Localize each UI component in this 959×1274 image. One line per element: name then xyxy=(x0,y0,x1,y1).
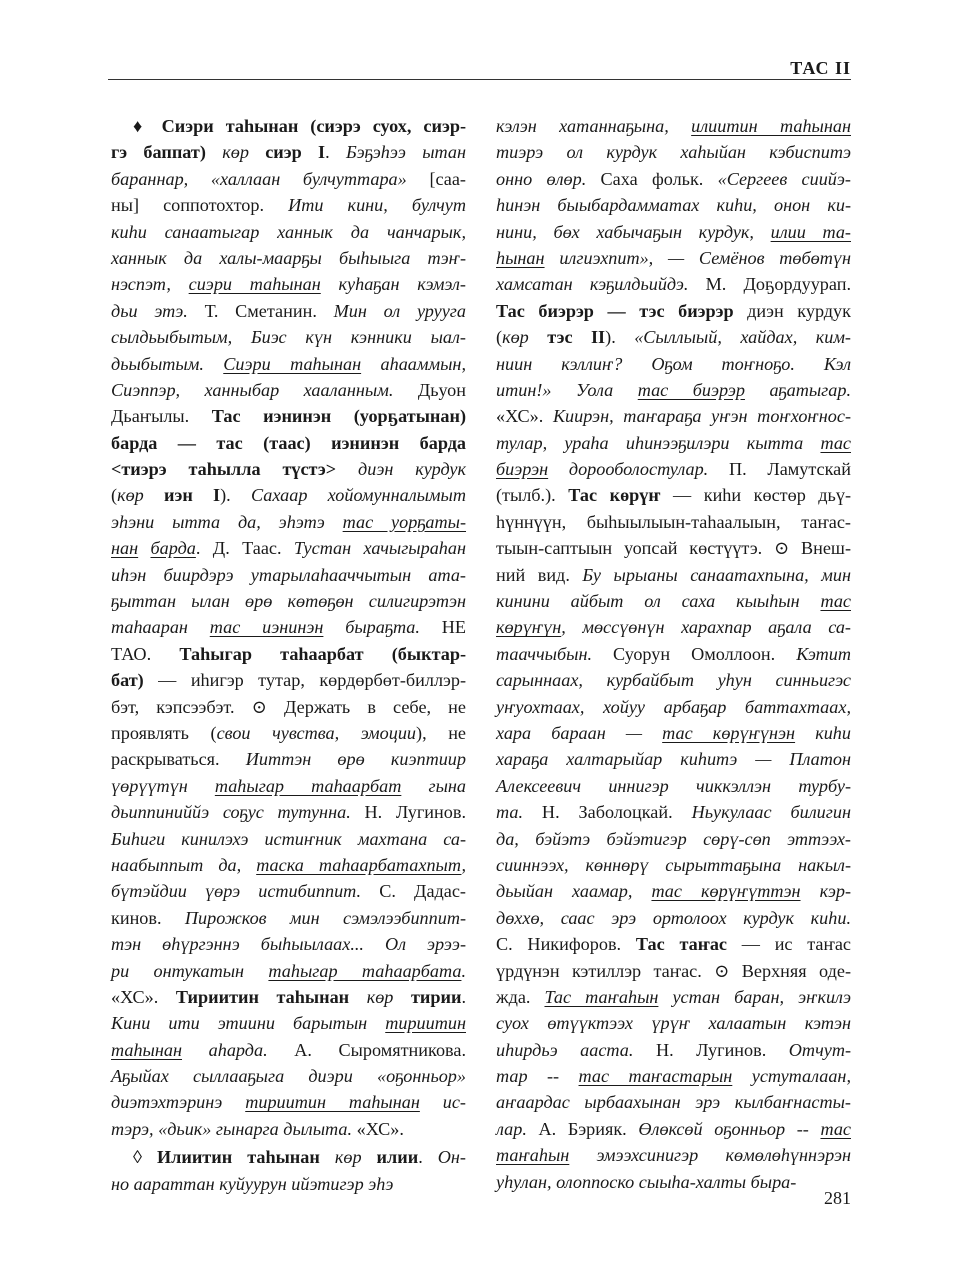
text-run: иһэн биирдэрэ утарылаһааччытын ата- xyxy=(111,564,466,585)
example-term: барда xyxy=(150,538,196,559)
text-line xyxy=(496,746,851,772)
text-run: устуталаан, xyxy=(732,1066,852,1087)
text-run: эмээхсинигэр көмөлөһүннэрэн xyxy=(569,1145,851,1166)
text-run: ниин кэллиҥ? Оҕом тоҥноҕо. Кэл xyxy=(496,353,851,374)
text-run: дьи этэ. xyxy=(111,300,188,321)
text-run: Сахаар хойомунналымыт xyxy=(250,485,466,506)
text-run: ), не xyxy=(416,722,466,743)
text-run: проявлять ( xyxy=(111,722,217,743)
text-line xyxy=(111,614,466,640)
example-term: тас көрүҥүнэн xyxy=(662,722,796,743)
text-line xyxy=(111,958,466,984)
example-term: нан xyxy=(111,538,139,559)
text-run: ( xyxy=(111,485,118,506)
text-line xyxy=(496,1037,851,1063)
example-term: таһынан xyxy=(111,1039,183,1060)
text-run: тыын-саптыын уопсай көстүүтэ. ⊙ Внеш- xyxy=(496,538,851,559)
text-line xyxy=(111,192,466,218)
text-run: Отчут- xyxy=(788,1039,852,1060)
text-run: . xyxy=(461,986,466,1007)
text-line xyxy=(496,931,851,957)
text-run: Он- xyxy=(437,1147,466,1168)
text-run: ны] соппотохтор. xyxy=(111,195,289,216)
headword: Таһыгар таһаарбат (быктар- xyxy=(179,643,466,664)
text-run: дьыбытым. xyxy=(111,353,224,374)
text-run: нэспэт, xyxy=(111,274,189,295)
headword: сиэр I xyxy=(265,142,326,163)
text-run: — иһигэр тутар, көрдөрбөт-биллэр- xyxy=(143,670,466,691)
text-run: ). xyxy=(220,485,251,506)
text-run: көр xyxy=(502,327,529,348)
running-head: ТАС II xyxy=(790,58,851,78)
text-run: суох өтүүктээх үрүҥ халаатын кэтэн xyxy=(496,1013,851,1034)
text-line xyxy=(111,694,466,720)
example-term: илиитин таһынан xyxy=(691,116,851,136)
text-run: ис- xyxy=(419,1092,466,1113)
text-run: киһи xyxy=(795,722,851,743)
text-run: кинов. xyxy=(111,907,185,928)
text-line xyxy=(111,905,466,931)
text-run: Аҕыйах сыллааҕыга диэри «оҕонньор» xyxy=(111,1066,466,1087)
text-run: итин!» Уола xyxy=(496,379,638,400)
headword: Тас көрүҥ xyxy=(568,485,661,506)
headword: бат) xyxy=(111,670,144,691)
header-rule xyxy=(108,79,851,80)
text-run: көр xyxy=(205,142,266,163)
text-run: Ити кини, булчут xyxy=(288,195,466,216)
text-line xyxy=(111,324,466,350)
headword: <тиэрэ таһылла түстэ> xyxy=(111,459,337,480)
text-line xyxy=(111,1063,466,1089)
text-run: тулар, ураһа иһинээҕилэри кытта xyxy=(496,432,821,453)
text-run: дьыйан хаамар, xyxy=(496,881,652,902)
text-line xyxy=(111,1116,466,1142)
text-run: бүтэйдии үөрэ истибиппит. xyxy=(111,881,362,902)
text-run: наабыппыт да, xyxy=(111,854,257,875)
example-term: тас биэрэр xyxy=(637,379,745,400)
text-run: тар -- xyxy=(496,1066,579,1087)
text-run: хара бараан — xyxy=(496,722,663,743)
text-run: дьиппиниййэ соҕус тутунна. xyxy=(111,802,351,823)
headword: иэн I xyxy=(143,485,221,506)
text-line xyxy=(496,456,851,482)
example-term: тас уорҕаты- xyxy=(342,511,467,532)
text-line xyxy=(111,984,466,1010)
text-line xyxy=(496,1116,851,1142)
text-run: «Сыллыый, хайдах, ким- xyxy=(634,327,851,348)
text-run: «Сергеев сиийэ- xyxy=(717,168,851,189)
text-run xyxy=(138,538,150,558)
text-line xyxy=(496,1169,851,1195)
text-line xyxy=(496,562,851,588)
text-run: Дьуон xyxy=(393,379,467,400)
text-run: һүннүүн, быһыылыын-таһаалыын, таҥас- xyxy=(496,511,851,532)
text-run: Кини ити этиини барытын xyxy=(111,1013,386,1034)
text-run: Мин ол уруугa xyxy=(333,300,466,321)
text-run: хараҕа халтарыйар киһитэ — Платон xyxy=(496,749,851,770)
example-term: таһыгар таһаарбат xyxy=(214,775,402,796)
text-run: Сиэппэр, ханныбар хааланным. xyxy=(111,379,394,400)
text-run: киһи санаатыгар ханнык да чанчарык, xyxy=(111,221,466,242)
text-run: Бэҕэһээ ытан xyxy=(345,142,467,163)
text-line xyxy=(111,799,466,825)
text-line xyxy=(496,641,851,667)
text-line xyxy=(496,351,851,377)
text-run: , мөссүөнүн харахпар аҕала са- xyxy=(561,617,851,638)
text-run: «ХС». xyxy=(352,1118,404,1139)
text-run: ханнык да халы-маарҕы быһыыга тэҥ- xyxy=(111,247,466,268)
example-term: таска таһаарбатахпыт xyxy=(256,854,462,875)
text-run: диэтэхтэринэ xyxy=(111,1092,246,1113)
text-line xyxy=(496,826,851,852)
text-run: Кэтит xyxy=(796,643,851,664)
example-term: илии та- xyxy=(770,221,851,242)
text-line xyxy=(111,1144,466,1170)
text-run: аҕатыгар. xyxy=(744,379,851,400)
headword: гэ баппат) xyxy=(111,142,206,163)
text-run: уһулан, олоппоско сыыһа-халты быра- xyxy=(496,1171,797,1192)
text-run: . xyxy=(418,1147,438,1168)
text-run: но аараттан куйуурун ийэтигэр эһэ xyxy=(111,1173,394,1194)
text-run: хамсатан кэҕилдьийдэ. xyxy=(496,274,689,295)
text-run: гына xyxy=(401,775,466,796)
text-run: Ииттэн өрө киэптиир xyxy=(245,749,466,770)
text-run: ТАО. xyxy=(111,643,180,664)
text-line xyxy=(496,984,851,1010)
text-line xyxy=(111,139,466,165)
text-line xyxy=(496,377,851,403)
text-line xyxy=(496,905,851,931)
text-line xyxy=(111,245,466,271)
text-run: ). xyxy=(605,327,635,348)
text-line xyxy=(496,667,851,693)
text-run: П. Ламутскай xyxy=(708,459,851,480)
text-run: устан баран, эҥкилэ xyxy=(658,986,851,1007)
text-line xyxy=(496,298,851,324)
text-run: тэн өһүргэннэ быһыылаах... Ол эрээ- xyxy=(111,934,466,955)
example-term: Тас таҥаһын xyxy=(544,986,659,1007)
text-run: дорооболостулар. xyxy=(548,459,709,480)
text-run: үөрүүтүн xyxy=(111,775,215,796)
text-line xyxy=(496,192,851,218)
dictionary-paragraph xyxy=(111,113,466,1142)
headword: Тас биэрэр — тэс биэрэр xyxy=(496,300,734,321)
text-run: бэт, кэпсээбэт. ⊙ Держать в себе, не xyxy=(111,696,466,717)
text-run: . xyxy=(325,142,346,163)
example-term: тас xyxy=(820,1118,851,1139)
text-line xyxy=(111,456,466,482)
headword: илии xyxy=(376,1147,419,1168)
headword: тирии xyxy=(410,986,462,1007)
text-line xyxy=(496,509,851,535)
text-run: уҥуохтаах, хойуу арбаҕар баттахтаах, xyxy=(496,696,851,717)
text-line xyxy=(111,931,466,957)
text-line xyxy=(496,482,851,508)
text-run: таһааран xyxy=(111,617,210,638)
text-line xyxy=(111,720,466,746)
text-run: кэлэн хатаннаҕына, xyxy=(496,116,692,136)
text-line xyxy=(496,773,851,799)
headword: тэс II xyxy=(528,327,606,348)
text-run: «ХС». xyxy=(111,986,176,1007)
text-line xyxy=(111,271,466,297)
text-run: сарыннаах, курбайбыт уһун синньигэс xyxy=(496,670,851,691)
text-run: диэн курдук xyxy=(336,459,466,480)
text-line xyxy=(496,614,851,640)
right-column xyxy=(496,113,851,1195)
text-line xyxy=(496,271,851,297)
text-line xyxy=(496,139,851,165)
text-line xyxy=(496,430,851,456)
text-line xyxy=(496,852,851,878)
text-run: иһирдьэ ааста. xyxy=(496,1039,634,1060)
text-run: ри онтукатын xyxy=(111,960,269,981)
text-line xyxy=(111,746,466,772)
text-run: ♦ xyxy=(133,116,162,136)
text-line xyxy=(496,535,851,561)
text-run: ҕыттан ылан өрө көтөҕөн силигирэтэн xyxy=(111,591,466,612)
text-run: Н. Лугинов. xyxy=(350,802,466,823)
example-term: һынан xyxy=(496,247,545,268)
example-term: тас иэнинэн xyxy=(209,617,324,638)
text-run: аһарда. xyxy=(182,1039,268,1060)
text-line xyxy=(111,219,466,245)
text-line xyxy=(496,403,851,429)
text-run: — киһи көстөр дьү- xyxy=(660,485,851,506)
text-run: һинэн быыбардамматах киһи, онон ки- xyxy=(496,195,851,216)
text-run: эһэни ытта да, эһэтэ xyxy=(111,511,343,532)
example-term: тас xyxy=(820,591,851,612)
example-term: сиэри таһынан xyxy=(188,274,321,295)
text-run: Н. Заболоцкай. xyxy=(523,802,692,823)
text-run: Бу ырыаны санаатахпына, мин xyxy=(582,564,851,585)
text-line xyxy=(496,1010,851,1036)
text-run: нини, бөх хабычаҕын курдук, xyxy=(496,221,771,242)
text-run: быраҕта. xyxy=(323,617,420,638)
text-line xyxy=(496,1063,851,1089)
text-line xyxy=(111,1089,466,1115)
text-run: дөххө, саас эрэ ортолоох курдук киһи. xyxy=(496,907,851,928)
text-line xyxy=(111,298,466,324)
example-term: тириитин таһынан xyxy=(245,1092,420,1113)
text-run: көр xyxy=(319,1147,377,1168)
text-line xyxy=(496,588,851,614)
text-run: көр xyxy=(117,485,144,506)
text-run: М. Доҕордуурап. xyxy=(688,274,851,295)
text-line xyxy=(496,113,851,139)
text-run: Ньукулаас билигин xyxy=(691,802,851,823)
text-run: [саа- xyxy=(406,168,466,189)
text-run: Алексеевич иннигэр чиккэллэн турбу- xyxy=(496,775,851,796)
text-run: Дьаҥылы. xyxy=(111,406,212,427)
text-line xyxy=(111,482,466,508)
text-line xyxy=(111,641,466,667)
text-run: , xyxy=(461,854,467,875)
text-run: НЕ xyxy=(419,617,467,638)
text-run: сылдьыбытым, Биэс күн кэнники ыал- xyxy=(111,327,466,348)
text-run: А. Бэрияк. xyxy=(526,1118,639,1139)
text-line xyxy=(111,878,466,904)
text-run: илгиэхпит», — Семёнов төбөтүн xyxy=(544,247,851,268)
example-term: тас xyxy=(820,432,851,453)
text-line xyxy=(111,1171,466,1197)
text-run: Суорун Омоллоон. xyxy=(592,643,797,664)
text-line xyxy=(111,1037,466,1063)
text-line xyxy=(496,1089,851,1115)
example-term: биэрэн xyxy=(496,459,549,480)
text-line xyxy=(111,377,466,403)
text-line xyxy=(496,245,851,271)
text-run: бараннар, «халлаан булчуттара» xyxy=(111,168,407,189)
text-run: ( xyxy=(496,327,503,348)
text-run: Саха фольк. xyxy=(600,168,718,189)
text-line xyxy=(111,773,466,799)
text-run: «ХС». xyxy=(496,406,553,427)
headword: Илиитин таһынан xyxy=(157,1147,320,1168)
text-line xyxy=(496,720,851,746)
text-run: . xyxy=(461,960,466,981)
text-run: свои чувства, эмоции xyxy=(216,722,417,743)
headword: Тас таҥас xyxy=(635,934,727,955)
text-run: . Д. Таас. xyxy=(195,538,294,559)
text-line xyxy=(111,430,466,456)
text-run: Өлөксөй оҕонньор -- xyxy=(638,1118,821,1139)
text-run: сииннээх, көннөрү сырыттаҕына накыл- xyxy=(496,854,851,875)
text-run: (тылб.). xyxy=(496,485,569,506)
text-run: куһаҕан кэмэл- xyxy=(320,274,466,295)
example-term: таҥаһын xyxy=(496,1145,570,1166)
headword: Сиэри таһынан (сиэрэ суох, сиэр- xyxy=(161,116,466,136)
example-term: тас көрүҥүттэн xyxy=(651,881,801,902)
page-number: 281 xyxy=(824,1188,851,1208)
text-run: та. xyxy=(496,802,523,823)
text-line xyxy=(111,166,466,192)
example-term: Сиэри таһынан xyxy=(223,353,362,374)
dictionary-paragraph xyxy=(496,113,851,1195)
text-run: Т. Сметанин. xyxy=(187,300,334,321)
text-line xyxy=(111,667,466,693)
text-line xyxy=(111,535,466,561)
text-run: С. Дадас- xyxy=(361,881,466,902)
text-run: Биһиги кинилэхэ истиҥник махтана са- xyxy=(111,828,466,849)
text-line xyxy=(496,219,851,245)
text-run: Пирожков мин сэмэлээбиппит- xyxy=(184,907,467,928)
text-line xyxy=(496,878,851,904)
text-line xyxy=(111,113,466,139)
text-line xyxy=(111,852,466,878)
text-run: тиэрэ ол курдук хаһыйан кэбиспитэ xyxy=(496,142,851,163)
text-run: ний вид. xyxy=(496,564,583,585)
text-run: С. Никифоров. xyxy=(496,934,636,955)
text-line xyxy=(111,588,466,614)
text-line xyxy=(111,351,466,377)
text-run: ◊ xyxy=(133,1147,157,1168)
text-run: жда. xyxy=(496,986,545,1007)
text-run: кэр- xyxy=(800,881,852,902)
left-column xyxy=(111,113,466,1197)
text-run: тэрэ, «дьик» гынарга дылыта. xyxy=(111,1118,353,1139)
text-line xyxy=(496,324,851,350)
text-run: Н. Лугинов. xyxy=(633,1039,789,1060)
text-run: онно өлөр. xyxy=(496,168,601,189)
text-line xyxy=(111,509,466,535)
text-line xyxy=(496,799,851,825)
example-term: көрүҥүн xyxy=(496,617,562,638)
text-line xyxy=(111,1010,466,1036)
text-run: Тустан хачыгыраһан xyxy=(293,538,467,559)
dictionary-paragraph xyxy=(111,1144,466,1197)
example-term: тас таҥастарын xyxy=(578,1066,733,1087)
text-run: аһааммын, xyxy=(361,353,466,374)
text-run: А. Сыромятникова. xyxy=(267,1039,466,1060)
example-term: тириитин xyxy=(385,1013,466,1034)
text-line xyxy=(496,166,851,192)
text-run: аҥаардас ырбаахынан эрэ кылбаҥнасты- xyxy=(496,1092,851,1113)
example-term: таһыгар таһаарбата xyxy=(268,960,462,981)
text-line xyxy=(496,694,851,720)
text-line xyxy=(496,958,851,984)
text-line xyxy=(111,403,466,429)
text-line xyxy=(111,826,466,852)
text-run: кинини айбыт ол саха кыыһын xyxy=(496,591,821,612)
text-run: — ис таҥас xyxy=(727,934,851,955)
headword: барда — тас (таас) иэнинэн барда xyxy=(111,432,466,453)
text-run: лар. xyxy=(496,1118,527,1139)
text-run: диэн курдук xyxy=(733,300,851,321)
text-line xyxy=(111,562,466,588)
text-run: көр xyxy=(349,986,411,1007)
text-run: да, бэйэтэ бэйэтигэр сөрү-сөп эттээх- xyxy=(496,828,851,849)
text-line xyxy=(496,1142,851,1168)
headword: Тас иэнинэн (уорҕатынан) xyxy=(211,406,467,427)
text-run: тааччыбын. xyxy=(496,643,593,664)
text-run: Киирэн, таҥараҕа уҥэн тоҥхоҥнос- xyxy=(552,406,851,427)
headword: Тириитин таһынан xyxy=(175,986,350,1007)
text-run: үрдүнэн кэтиллэр таҥас. ⊙ Верхняя оде- xyxy=(496,960,851,981)
text-run: раскрываться. xyxy=(111,749,246,770)
